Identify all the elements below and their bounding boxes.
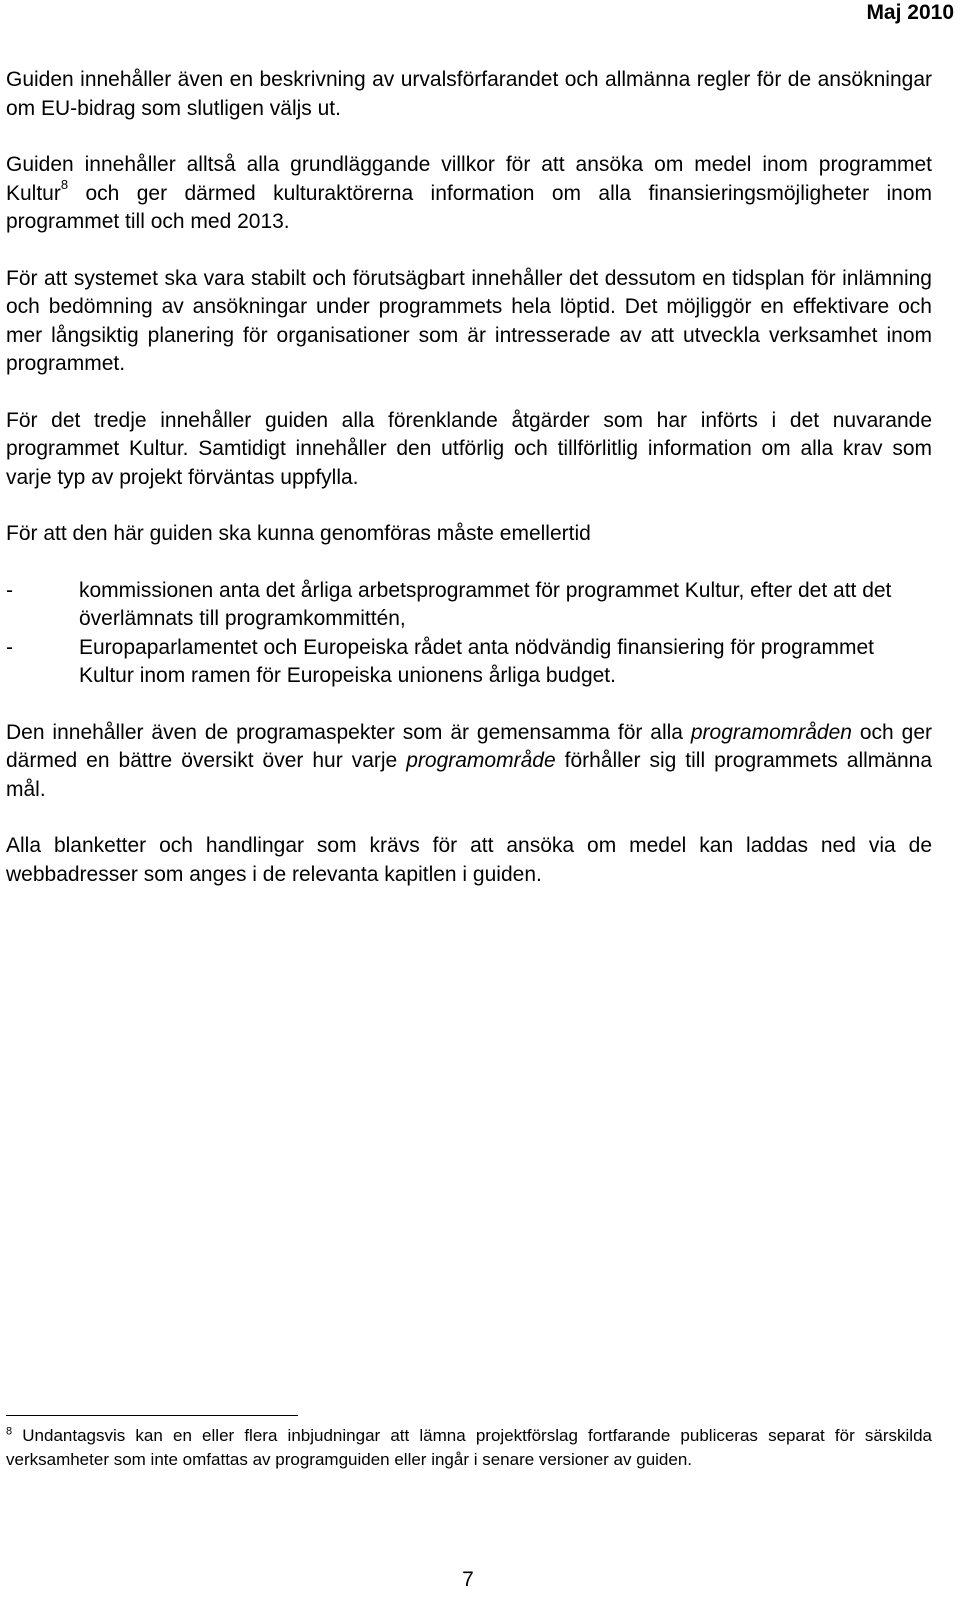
paragraph-text: förhåller sig till programmets allmänna mål.: [6, 749, 933, 801]
list-item: [6, 577, 932, 634]
emphasis-term: programområden: [690, 720, 852, 744]
paragraph-basic-conditions: [6, 151, 932, 237]
paragraph-forms-download: Alla blanketter och handlingar som krävs för att ansöka om medel kan laddas ned via de webbadresser som anges i de relevanta kapitlen i guiden.: [6, 834, 932, 886]
page-number: 7: [462, 1568, 474, 1591]
paragraph-selection-rules: Guiden innehåller även en beskrivning av urvalsförfarandet och allmänna regler för de ansökningar om EU-bidrag som slutligen väljs ut.: [6, 68, 932, 120]
footnote-marker: 8: [6, 1425, 13, 1438]
list-item-text: kommissionen anta det årliga arbetsprogrammet för programmet Kultur, efter det att det överlämnats till programkommittén,: [79, 578, 892, 630]
list-item: [6, 634, 932, 691]
footnote-separator: [6, 1415, 298, 1416]
paragraph-program-aspects: [6, 719, 932, 805]
paragraph-text: Guiden innehåller alltså alla grundläggande villkor för att ansöka om medel inom programmet Kultur: [6, 153, 932, 205]
emphasis-term: programområde: [406, 749, 556, 772]
paragraph-text: och ger därmed kulturaktörerna information om alla finansieringsmöjligheter inom programmet till och med 2013.: [6, 181, 932, 233]
header-date: Maj 2010: [866, 1, 954, 24]
paragraph-text: Den innehåller även de programaspekter som är gemensamma för alla: [6, 720, 691, 744]
document-body: [6, 66, 932, 917]
paragraph-text: och ger därmed en bättre översikt över hur varje: [6, 720, 932, 772]
list-item-text: Europaparlamentet och Europeiska rådet anta nödvändig finansiering för programmet Kultur inom ramen för Europeiska unionens årliga budget.: [79, 635, 874, 687]
list-dash: -: [6, 635, 13, 659]
conditions-list: [6, 577, 932, 691]
footnote-reference[interactable]: 8: [60, 176, 69, 192]
list-dash: -: [6, 578, 13, 602]
footnote-text: Undantagsvis kan en eller flera inbjudningar att lämna projektförslag fortfarande publiceras separat för särskilda verksamheter som inte omfattas av programguiden eller ingår i senare versioner av guiden.: [6, 1426, 932, 1469]
paragraph-simplifications: För det tredje innehåller guiden alla förenklande åtgärder som har införts i det nuvarande programmet Kultur. Samtidigt innehåller den utförlig och tillförlitlig information om alla krav som varje typ av projekt förväntas uppfylla.: [6, 408, 932, 489]
paragraph-timetable: För att systemet ska vara stabilt och förutsägbart innehåller det dessutom en tidsplan för inlämning och bedömning av ansökningar under programmets hela löptid. Det möjliggör en effektivare och mer långsiktig planering för organisationer som är intresserade av att utveckla verksamhet inom programmet.: [6, 266, 932, 375]
footnote: [6, 1424, 932, 1471]
paragraph-conditions-intro: För att den här guiden ska kunna genomföras måste emellertid: [6, 522, 591, 545]
